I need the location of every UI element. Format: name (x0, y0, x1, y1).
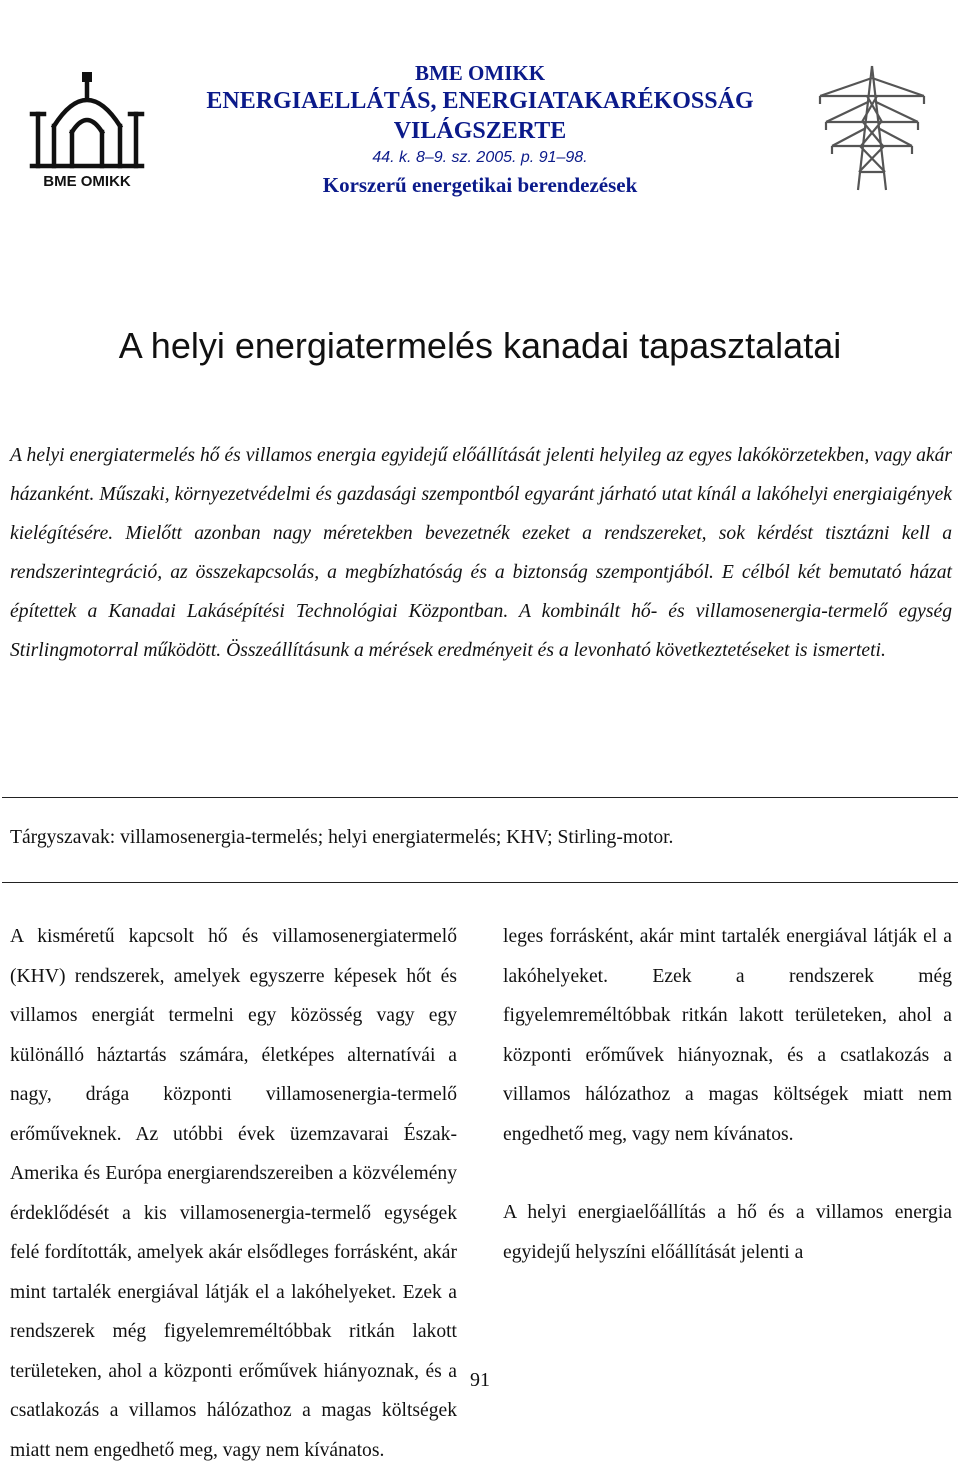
bme-omikk-logo (28, 66, 146, 196)
journal-header (150, 60, 810, 200)
divider-top (2, 797, 958, 798)
power-pylon-icon (812, 62, 932, 196)
building-facade-icon (28, 66, 146, 196)
article-abstract: A helyi energiatermelés hő és villamos energia egyidejű előállítását jelenti helyileg az egyes lakókörzetekben, vagy akár házanként. Műszaki, környezetvédelmi és gazdasági szempontból egyaránt járható utat kínál a lakóhelyi energiaigények kielégítésére. Mielőtt azonban nagy méretekben bevezetnék ezeket a rendszereket, sok kérdést tisztázni kell a rendszerintegráció, az összekapcsolás, a megbízhatóság és a biztonság szempontjából. E célból két bemutató házat építettek a Kanadai Lakásépítési Technológiai Központban. A kombinált hő- és villamosenergia-termelő egység Stirlingmotorral működött. Összeállításunk a mérések eredményeit és a levonható következtetéseket is ismerteti. (10, 445, 952, 661)
divider-bottom (2, 882, 958, 883)
body-paragraph: A helyi energiaelőállítás a hő és a villamos energia egyidejű helyszíni előállítását jelenti a (503, 1202, 952, 1263)
journal-publisher: BME OMIKK (414, 61, 546, 85)
journal-section: Korszerű energetikai berendezések (322, 173, 638, 197)
logo-text: BME OMIKK (43, 173, 131, 190)
power-pylon-logo (812, 62, 932, 196)
body-paragraph: A kisméretű kapcsolt hő és villamosenergiatermelő (KHV) rendszerek, amelyek egyszerre képesek hőt és villamos energiát termelni egy közösség vagy egy különálló háztartás számára, életképes alternatívái a nagy, drága központi villamosenergia-termelő erőműveknek. Az utóbbi évek üzemzavarai Észak-Amerika és Európa energiarendszereiben a közvélemény érdeklődését a kis villamosenergia-termelő egységek felé fordították, amelyek akár elsődleges forrásként, akár mint tartalék energiával látják el a lakóhelyeket. Ezek a rendszerek még figyelemreméltóbbak ritkán lakott területeken, ahol a központi erőművek hiányoznak, és a csatlakozás a villamos hálózathoz a magas költségek miatt nem engedhető meg, vagy nem kívánatos. (10, 926, 457, 1461)
page-number: 91 (470, 1369, 490, 1391)
journal-title-line1: ENERGIAELLÁTÁS, ENERGIATAKARÉKOSSÁG (206, 88, 754, 114)
journal-title-line2: VILÁGSZERTE (393, 118, 567, 144)
body-paragraph: leges forrásként, akár mint tartalék energiával látják el a lakóhelyeket. Ezek a rendszerek még figyelemreméltóbbak ritkán lakott területeken, ahol a központi erőművek hiányoznak, és a csatlakozás a villamos hálózathoz a magas költségek miatt nem engedhető meg, vagy nem kívánatos. (503, 926, 952, 1145)
article-keywords: Tárgyszavak: villamosenergia-termelés; helyi energiatermelés; KHV; Stirling-motor. (10, 827, 674, 848)
journal-citation: 44. k. 8–9. sz. 2005. p. 91–98. (372, 149, 588, 166)
body-column-right (503, 917, 952, 1272)
article-title: A helyi energiatermelés kanadai tapasztalatai (118, 325, 842, 366)
